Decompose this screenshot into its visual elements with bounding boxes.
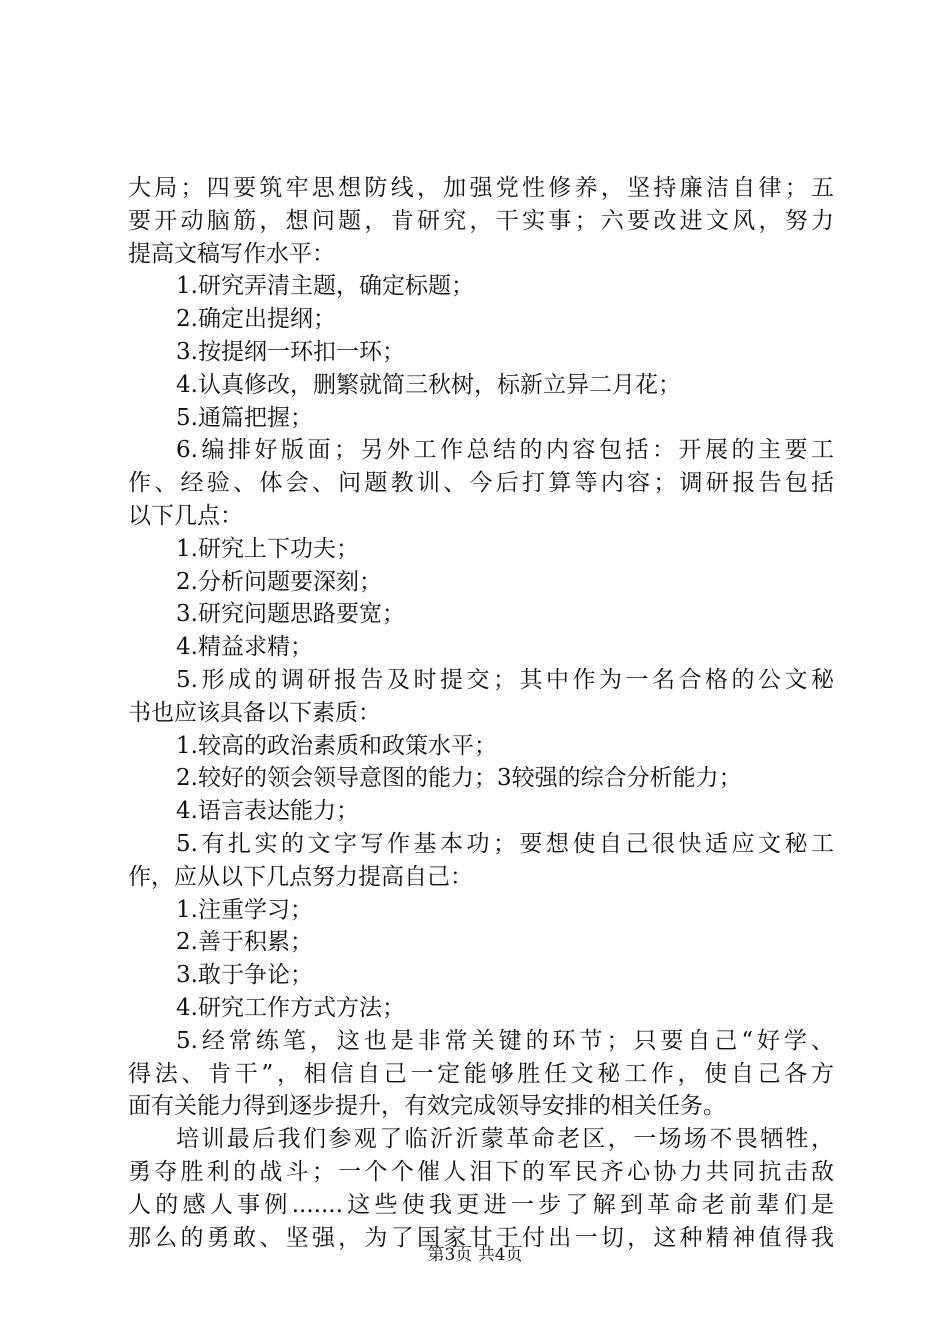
text-line: 2.较好的领会领导意图的能力；3较强的综合分析能力； <box>176 765 742 792</box>
text-line: 面有关能力得到逐步提升，有效完成领导安排的相关任务。 <box>128 1093 726 1120</box>
text-line: 2.分析问题要深刻； <box>176 568 382 595</box>
text-line: 6.编排好版面；另外工作总结的内容包括：开展的主要工 <box>176 437 834 464</box>
text-line: 2.善于积累； <box>176 929 313 956</box>
text-line: 以下几点： <box>128 502 243 529</box>
text-line: 得法、肯干”，相信自己一定能够胜任文秘工作，使自己各方 <box>128 1060 834 1087</box>
text-line: 3.敢于争论； <box>176 962 313 989</box>
text-line: 1.研究上下功夫； <box>176 535 359 562</box>
text-line: 5.通篇把握； <box>176 404 313 431</box>
text-line: 3.按提纲一环扣一环； <box>176 338 405 365</box>
text-line: 那么的勇敢、坚强，为了国家甘于付出一切，这种精神值得我 <box>128 1224 834 1251</box>
text-line: 要开动脑筋，想问题，肯研究，干实事；六要改进文风，努力 <box>128 207 834 234</box>
text-line: 1.较高的政治素质和政策水平； <box>176 732 497 759</box>
text-line: 作，应从以下几点努力提高自己： <box>128 863 473 890</box>
text-line: 培训最后我们参观了临沂沂蒙革命老区，一场场不畏牺牲， <box>176 1126 834 1153</box>
text-line: 5.形成的调研报告及时提交；其中作为一名合格的公文秘 <box>176 666 834 693</box>
text-line: 提高文稿写作水平： <box>128 240 335 267</box>
text-line: 4.研究工作方式方法； <box>176 994 405 1021</box>
text-line: 2.确定出提纲； <box>176 306 336 333</box>
text-line: 4.语言表达能力； <box>176 798 359 825</box>
page-footer: 第3页 共4页 <box>427 1245 523 1265</box>
text-line: 4.精益求精； <box>176 634 313 661</box>
text-line: 人的感人事例.......这些使我更进一步了解到革命老前辈们是 <box>128 1191 834 1218</box>
text-line: 作、经验、体会、问题教训、今后打算等内容；调研报告包括 <box>128 470 834 497</box>
text-line: 3.研究问题思路要宽； <box>176 601 405 628</box>
text-line: 5.经常练笔，这也是非常关键的环节；只要自己“好学、 <box>176 1027 834 1054</box>
text-line: 1.研究弄清主题，确定标题； <box>176 273 474 300</box>
text-line: 勇夺胜利的战斗；一个个催人泪下的军民齐心协力共同抗击敌 <box>128 1158 834 1185</box>
text-line: 1.注重学习； <box>176 896 313 923</box>
document-body <box>128 172 834 1254</box>
text-line: 书也应该具备以下素质： <box>128 699 381 726</box>
text-line: 5.有扎实的文字写作基本功；要想使自己很快适应文秘工 <box>176 830 834 857</box>
text-line: 大局；四要筑牢思想防线，加强党性修养，坚持廉洁自律；五 <box>128 175 834 201</box>
text-line: 4.认真修改，删繁就简三秋树，标新立异二月花； <box>176 371 681 398</box>
